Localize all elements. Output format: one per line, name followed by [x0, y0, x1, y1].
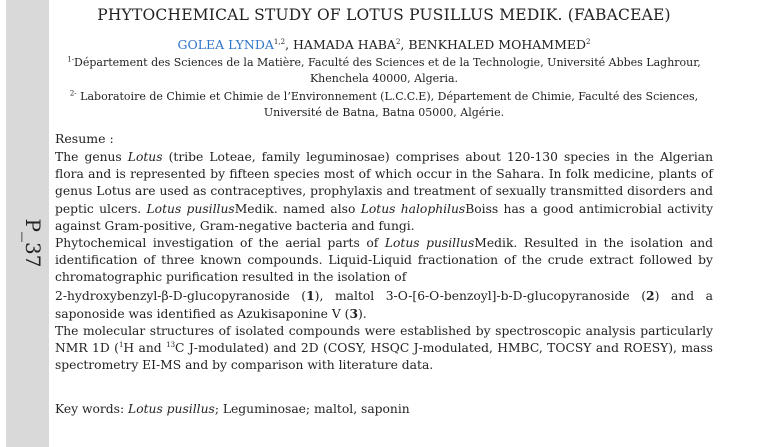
affiliation-1-text: Département des Sciences de la Matière, Faculté des Sciences et de la Technologie, Université Abbes Laghrour, Khenchela 40000, Algeria. — [74, 56, 701, 85]
compound-number: 1 — [306, 287, 315, 303]
author-2-affil: 2 — [395, 37, 401, 46]
text-run: ) and a saponoside was identified as Azukisaponine V ( — [55, 288, 714, 321]
affiliation-1 — [55, 55, 713, 87]
text-run: Boiss has a good antimicrobial activity against Gram-positive, Gram-negative bacteria and fungi. — [55, 201, 714, 233]
italic-species: Lotus pusillus — [384, 236, 475, 251]
affiliation-2-marker: 2- — [69, 89, 77, 98]
author-3-name: BENKHALED MOHAMMED — [408, 37, 587, 52]
affiliation-2 — [55, 89, 713, 121]
text-run: ), maltol 3-O-[6-O-benzoyl]-b-D-glucopyranoside ( — [314, 288, 647, 303]
left-sidebar-band — [6, 0, 49, 447]
italic-genus: Lotus — [127, 150, 163, 164]
author-list: GOLEA LYNDA$^{1,2}$, HAMADA HABA$^2$, BENKHALED MOHAMMED$^2$ — [177, 37, 591, 52]
abstract-paragraph-1 — [55, 149, 713, 235]
keywords-line — [55, 402, 410, 416]
italic-species: Lotus halophilus — [360, 201, 466, 216]
text-run: The molecular structures of isolated compounds were established by spectroscopic analysis particularly NMR 1D ( — [55, 324, 713, 356]
author-3-affil: 2 — [586, 37, 591, 46]
affiliation-2-text: Laboratoire de Chimie et Chimie de l’Environnement (L.C.C.E), Département de Chimie, Faculté des Sciences, Université de Batna, Batna 05000, Algérie. — [80, 90, 699, 119]
keywords-italic: Lotus pusillus — [128, 402, 215, 416]
text-run: Medik. named also — [234, 201, 361, 216]
text-run: 2-hydroxybenzyl-β-D-glucopyranoside ( — [55, 288, 307, 303]
text-run: C J-modulated) and 2D (COSY, HSQC J-modulated, HMBC, TOCSY and ROESY), mass spectrometry EI-MS and by comparison with literature data. — [55, 341, 713, 373]
page-code-label: P_37 — [21, 218, 45, 268]
text-run: Medik. Resulted in the isolation and identification of three known compounds. Liquid-Liquid fractionation of the crude extract followed by chromatographic purification resulted in the isolation of — [55, 236, 714, 285]
author-1-affil: 1,2 — [273, 37, 286, 46]
author-1-name: GOLEA LYNDA — [177, 37, 274, 52]
compound-number: 3 — [349, 305, 358, 321]
abstract-paragraph-3 — [55, 287, 713, 323]
compound-number: 2 — [646, 287, 655, 303]
text-run: H and — [123, 341, 167, 356]
text-run: (tribe Loteae, family leguminosae) comprises about 120-130 species in the Algerian flora and is represented by fifteen species most of which occur in the Sahara. In folk medicine, plants of genus Lotus are used as contraceptives, prophylaxis and treatment of sexually transmitted disorders and peptic ulcers. — [55, 150, 713, 216]
keywords-rest: ; Leguminosae; maltol, saponin — [214, 402, 410, 416]
affiliation-1-marker: 1- — [67, 55, 75, 64]
abstract-paragraph-2 — [55, 235, 713, 287]
text-run: ). — [358, 306, 367, 321]
italic-species: Lotus pusillus — [146, 201, 235, 216]
text-run: The genus — [55, 150, 128, 164]
isotope-superscript: 1 — [118, 341, 124, 350]
resume-heading: Resume : — [55, 131, 114, 146]
author-2-name: HAMADA HABA — [293, 37, 396, 52]
keywords-label: Key words: — [55, 402, 129, 416]
text-run: Phytochemical investigation of the aerial parts of — [55, 236, 385, 251]
isotope-superscript: 13 — [166, 341, 176, 350]
abstract-paragraph-4 — [55, 323, 713, 375]
abstract-body — [55, 149, 713, 375]
paper-title: PHYTOCHEMICAL STUDY OF LOTUS PUSILLUS MEDIK. (FABACEAE) — [97, 6, 671, 24]
